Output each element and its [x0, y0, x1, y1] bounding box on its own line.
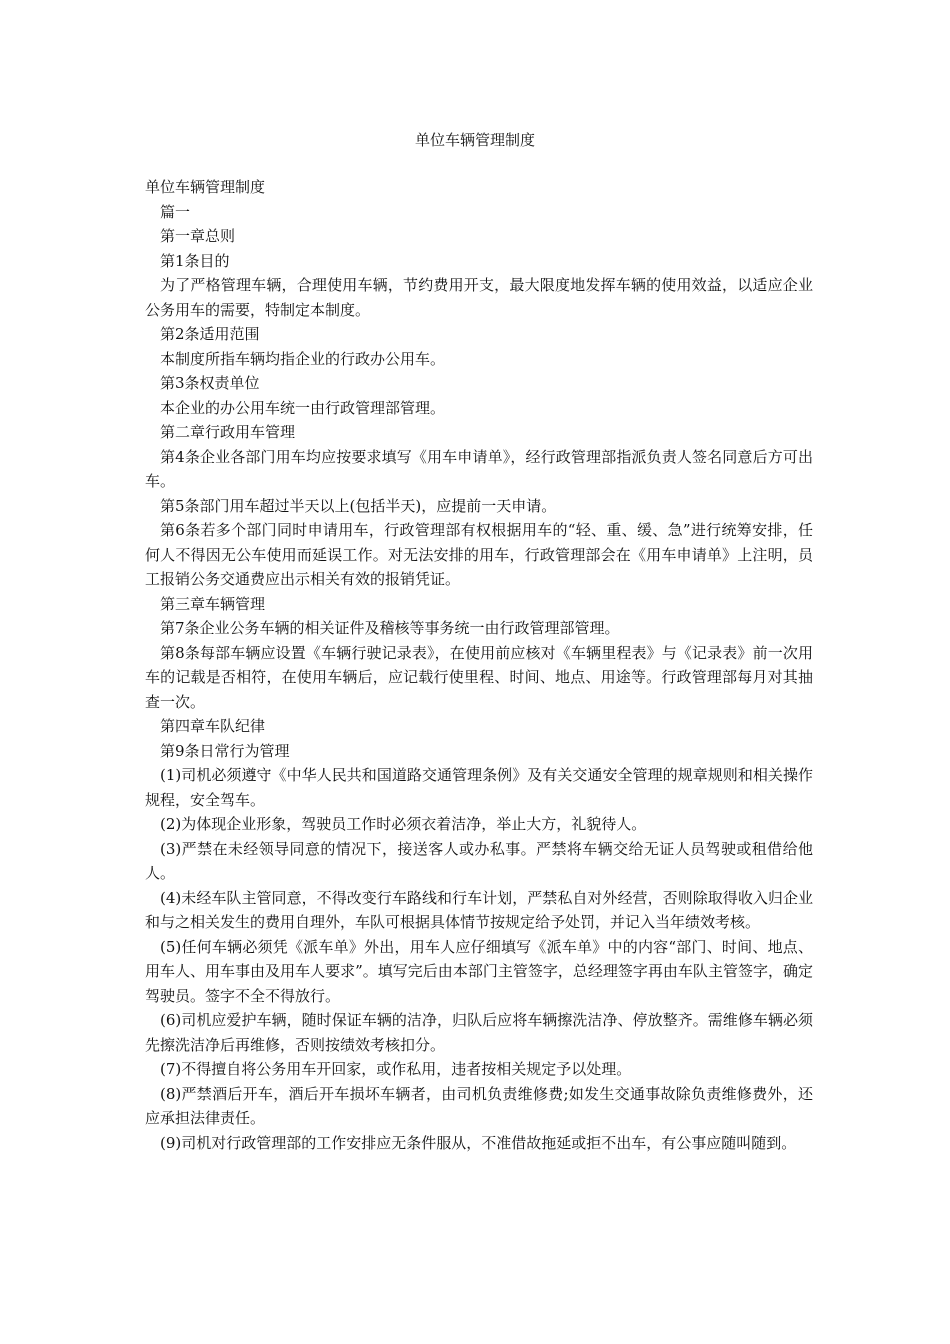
body-paragraph: 第8条每部车辆应设置《车辆行驶记录表》，在使用前应核对《车辆里程表》与《记录表》前一次用车的记载是否相符，在使用车辆后，应记载行使里程、时间、地点、用途等。行政管理部每月对其抽查一次。: [145, 643, 813, 711]
article-heading: 第2条适用范围: [160, 325, 260, 343]
section-label: 篇一: [160, 202, 191, 221]
body-paragraph: 本企业的办公用车统一由行政管理部管理。: [160, 398, 446, 417]
rule-item: (5)任何车辆必须凭《派车单》外出，用车人应仔细填写《派车单》中的内容“部门、时间、地点、用车人、用车事由及用车人要求”。填写完后由本部门主管签字，总经理签字再由车队主管签字，确定驾驶员。签字不全不得放行。: [145, 937, 813, 1005]
body-paragraph: 为了严格管理车辆，合理使用车辆，节约费用开支，最大限度地发挥车辆的使用效益，以适应企业公务用车的需要，特制定本制度。: [145, 276, 813, 319]
body-paragraph: 本制度所指车辆均指企业的行政办公用车。: [160, 349, 446, 368]
rule-item: (6)司机应爱护车辆，随时保证车辆的洁净，归队后应将车辆擦洗洁净、停放整齐。需维修车辆必须先擦洗洁净后再维修，否则按绩效考核扣分。: [145, 1011, 813, 1054]
body-paragraph: 第4条企业各部门用车均应按要求填写《用车申请单》，经行政管理部指派负责人签名同意后方可出车。: [145, 447, 813, 490]
body-paragraph: 第5条部门用车超过半天以上(包括半天)，应提前一天申请。: [160, 496, 557, 515]
rule-item: (2)为体现企业形象，驾驶员工作时必须衣着洁净，举止大方，礼貌待人。: [160, 815, 647, 833]
rule-item: (3)严禁在未经领导同意的情况下，接送客人或办私事。严禁将车辆交给无证人员驾驶或租借给他人。: [145, 839, 813, 882]
rule-item: (8)严禁酒后开车，酒后开车损坏车辆者，由司机负责维修费;如发生交通事故除负责维修费外，还应承担法律责任。: [145, 1084, 813, 1127]
article-heading: 第1条目的: [160, 251, 230, 270]
article-heading: 第9条日常行为管理: [160, 741, 290, 760]
chapter-heading: 第二章行政用车管理: [160, 423, 296, 441]
chapter-heading: 第三章车辆管理: [160, 594, 266, 613]
body-paragraph: 第6条若多个部门同时申请用车，行政管理部有权根据用车的“轻、重、缓、急”进行统筹安排，任何人不得因无公车使用而延误工作。对无法安排的用车，行政管理部会在《用车申请单》上注明，员工报销公务交通费应出示相关有效的报销凭证。: [145, 521, 813, 588]
rule-item: (1)司机必须遵守《中华人民共和国道路交通管理条例》及有关交通安全管理的规章规则和相关操作规程，安全驾车。: [145, 766, 813, 809]
rule-item: (9)司机对行政管理部的工作安排应无条件服从，不准借故拖延或拒不出车，有公事应随叫随到。: [160, 1133, 797, 1152]
article-heading: 第3条权责单位: [160, 374, 260, 392]
rule-item: (7)不得擅自将公务用车开回家，或作私用，违者按相关规定予以处理。: [160, 1060, 632, 1078]
document-body: [145, 175, 813, 1155]
body-paragraph: 单位车辆管理制度: [145, 178, 266, 196]
chapter-heading: 第一章总则: [160, 227, 236, 245]
chapter-heading: 第四章车队纪律: [160, 717, 266, 735]
document-title: 单位车辆管理制度: [414, 131, 535, 149]
body-paragraph: 第7条企业公务车辆的相关证件及稽核等事务统一由行政管理部管理。: [160, 619, 620, 637]
rule-item: (4)未经车队主管同意，不得改变行车路线和行车计划，严禁私自对外经营，否则除取得收入归企业和与之相关发生的费用自理外，车队可根据具体情节按规定给予处罚，并记入当年绩效考核。: [145, 888, 813, 931]
